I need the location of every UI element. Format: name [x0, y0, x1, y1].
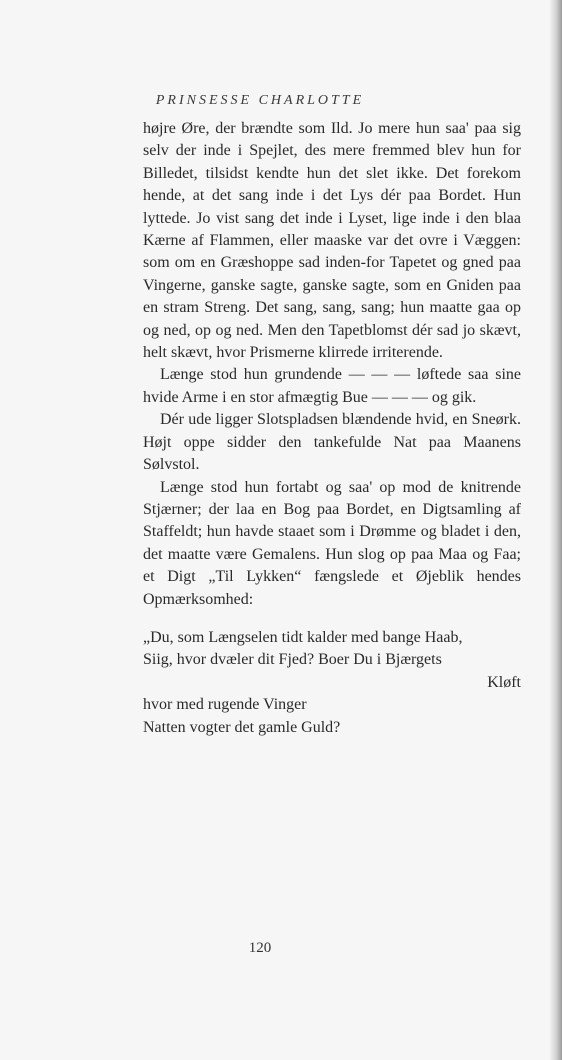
page-edge: [550, 0, 562, 1060]
poem-line-2: Siig, hvor dvæler dit Fjed? Boer Du i Bjærgets: [143, 651, 442, 669]
paragraph-1: højre Øre, der brændte som Ild. Jo mere hun saa' paa sig selv der inde i Spejlet, des mere fremmed blev hun for Billedet, tilsidst kendte hun det slet ikke. Det forekom hende, at det sang inde i det Lys dér paa Bordet. Hun lyttede. Jo vist sang det inde i Lyset, lige inde i den blaa Kærne af Flammen, eller maaske var det ovre i Væggen: som om en Græshoppe sad inden-for Tapetet og gned paa Vingerne, ganske sagte, ganske sagte, som en Gniden paa en stram Streng. Det sang, sang, sang; hun maatte gaa op og ned, op og ned. Men den Tapetblomst dér sad jo skævt, helt skævt, hvor Prismerne klirrede irriterende.: [143, 120, 521, 362]
paragraph-3: Dér ude ligger Slotspladsen blændende hvid, en Sneørk. Højt oppe sidder den tankefulde Nat paa Maanens Sølvstol.: [143, 411, 521, 474]
running-header: PRINSESSE CHARLOTTE: [155, 93, 365, 108]
poem: [143, 627, 521, 739]
poem-line-1: „Du, som Længselen tidt kalder med bange Haab,: [143, 628, 463, 646]
poem-line-5: Natten vogter det gamle Guld?: [143, 718, 341, 736]
page-body: [143, 118, 521, 739]
paragraph-4: Længe stod hun fortabt og saa' op mod de knitrende Stjærner; der laa en Bog paa Bordet, en Digtsamling af Staffeldt; hun havde staaet som i Drømme og bladet i den, det maatte være Gemalens. Hun slog op paa Maa og Faa; et Digt „Til Lykken“ fængslede et Øjeblik hendes Opmærksomhed:: [143, 478, 521, 608]
poem-line-4: hvor med rugende Vinger: [143, 696, 307, 714]
paragraph-2: Længe stod hun grundende — — — løftede saa sine hvide Arme i en stor afmægtig Bue — — — og gik.: [143, 366, 521, 406]
page-number: 120: [248, 940, 272, 956]
poem-line-3: Kløft: [487, 673, 521, 691]
